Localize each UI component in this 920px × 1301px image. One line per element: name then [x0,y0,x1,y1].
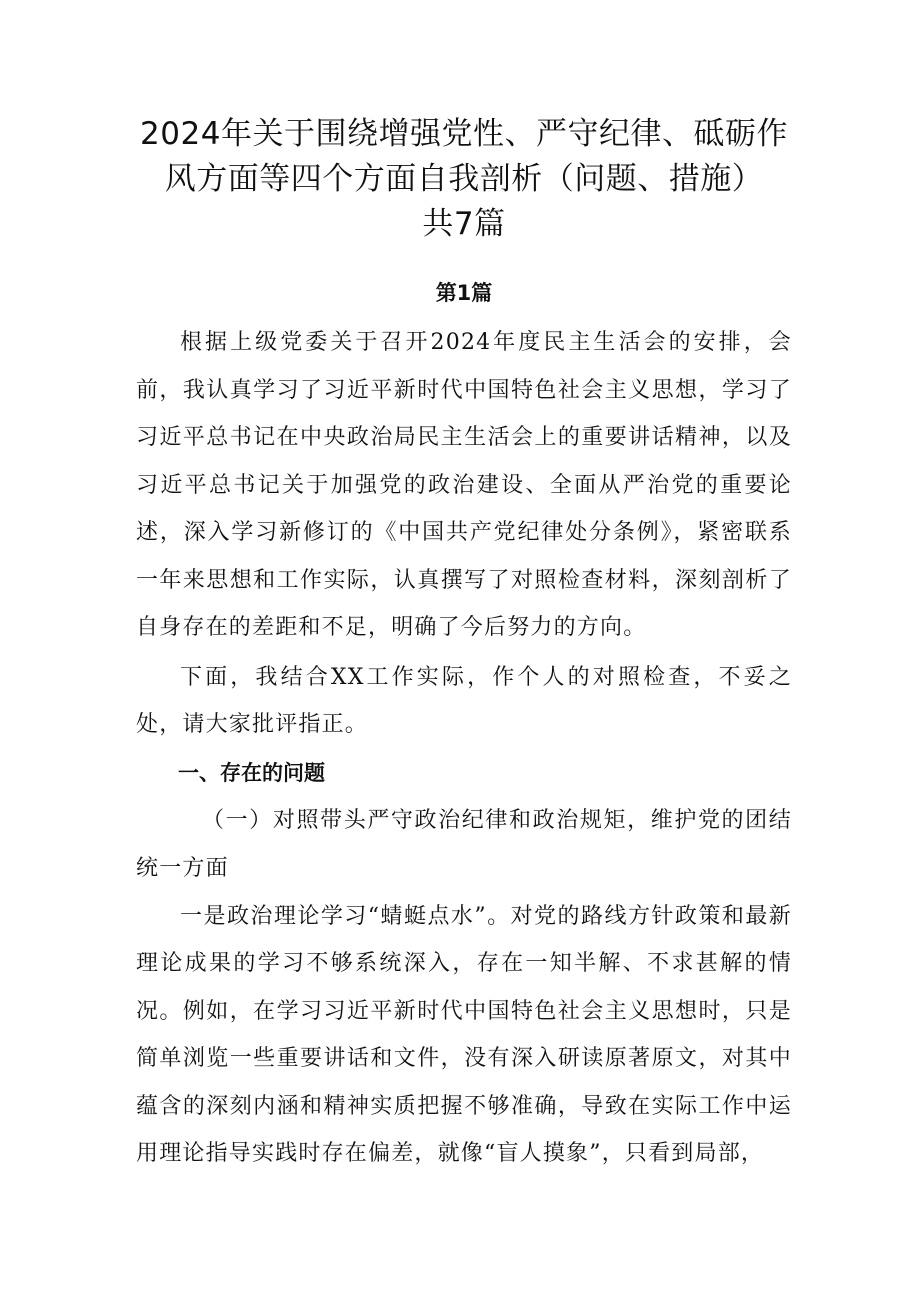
sub-heading-political-discipline: （一）对照带头严守政治纪律和政治规矩，维护党的团结统一方面 [136,807,792,881]
title-line-1: 2024年关于围绕增强党性、严守纪律、砥砺作 [140,116,788,152]
title-line-3: 共7篇 [422,206,506,242]
document-title [136,112,792,247]
section-heading: 第1篇 [435,281,493,305]
body-paragraph: 一是政治理论学习“蜻蜓点水”。对党的路线方针政策和最新理论成果的学习不够系统深入，存在一知半解、不求甚解的情况。例如，在学习习近平新时代中国特色社会主义思想时，只是简单浏览一些重要讲话和文件，没有深入研读原著原文，对其中蕴含的深刻内涵和精神实质把握不够准确，导致在实际工作中运用理论指导实践时存在偏差，就像“盲人摸象”，只看到局部， [136,903,792,1166]
title-line-2: 风方面等四个方面自我剖析（问题、措施） [164,161,764,197]
intro-paragraph-2: 下面，我结合XX工作实际，作个人的对照检查，不妥之处，请大家批评指正。 [136,664,792,737]
heading-problems: 一、存在的问题 [178,760,325,785]
intro-paragraph: 根据上级党委关于召开2024年度民主生活会的安排，会前，我认真学习了习近平新时代中国特色社会主义思想，学习了习近平总书记在中央政治局民主生活会上的重要讲话精神，以及习近平总书记关于加强党的政治建设、全面从严治党的重要论述，深入学习新修订的《中国共产党纪律处分条例》，紧密联系一年来思想和工作实际，认真撰写了对照检查材料，深刻剖析了自身存在的差距和不足，明确了今后努力的方向。 [136,330,792,640]
